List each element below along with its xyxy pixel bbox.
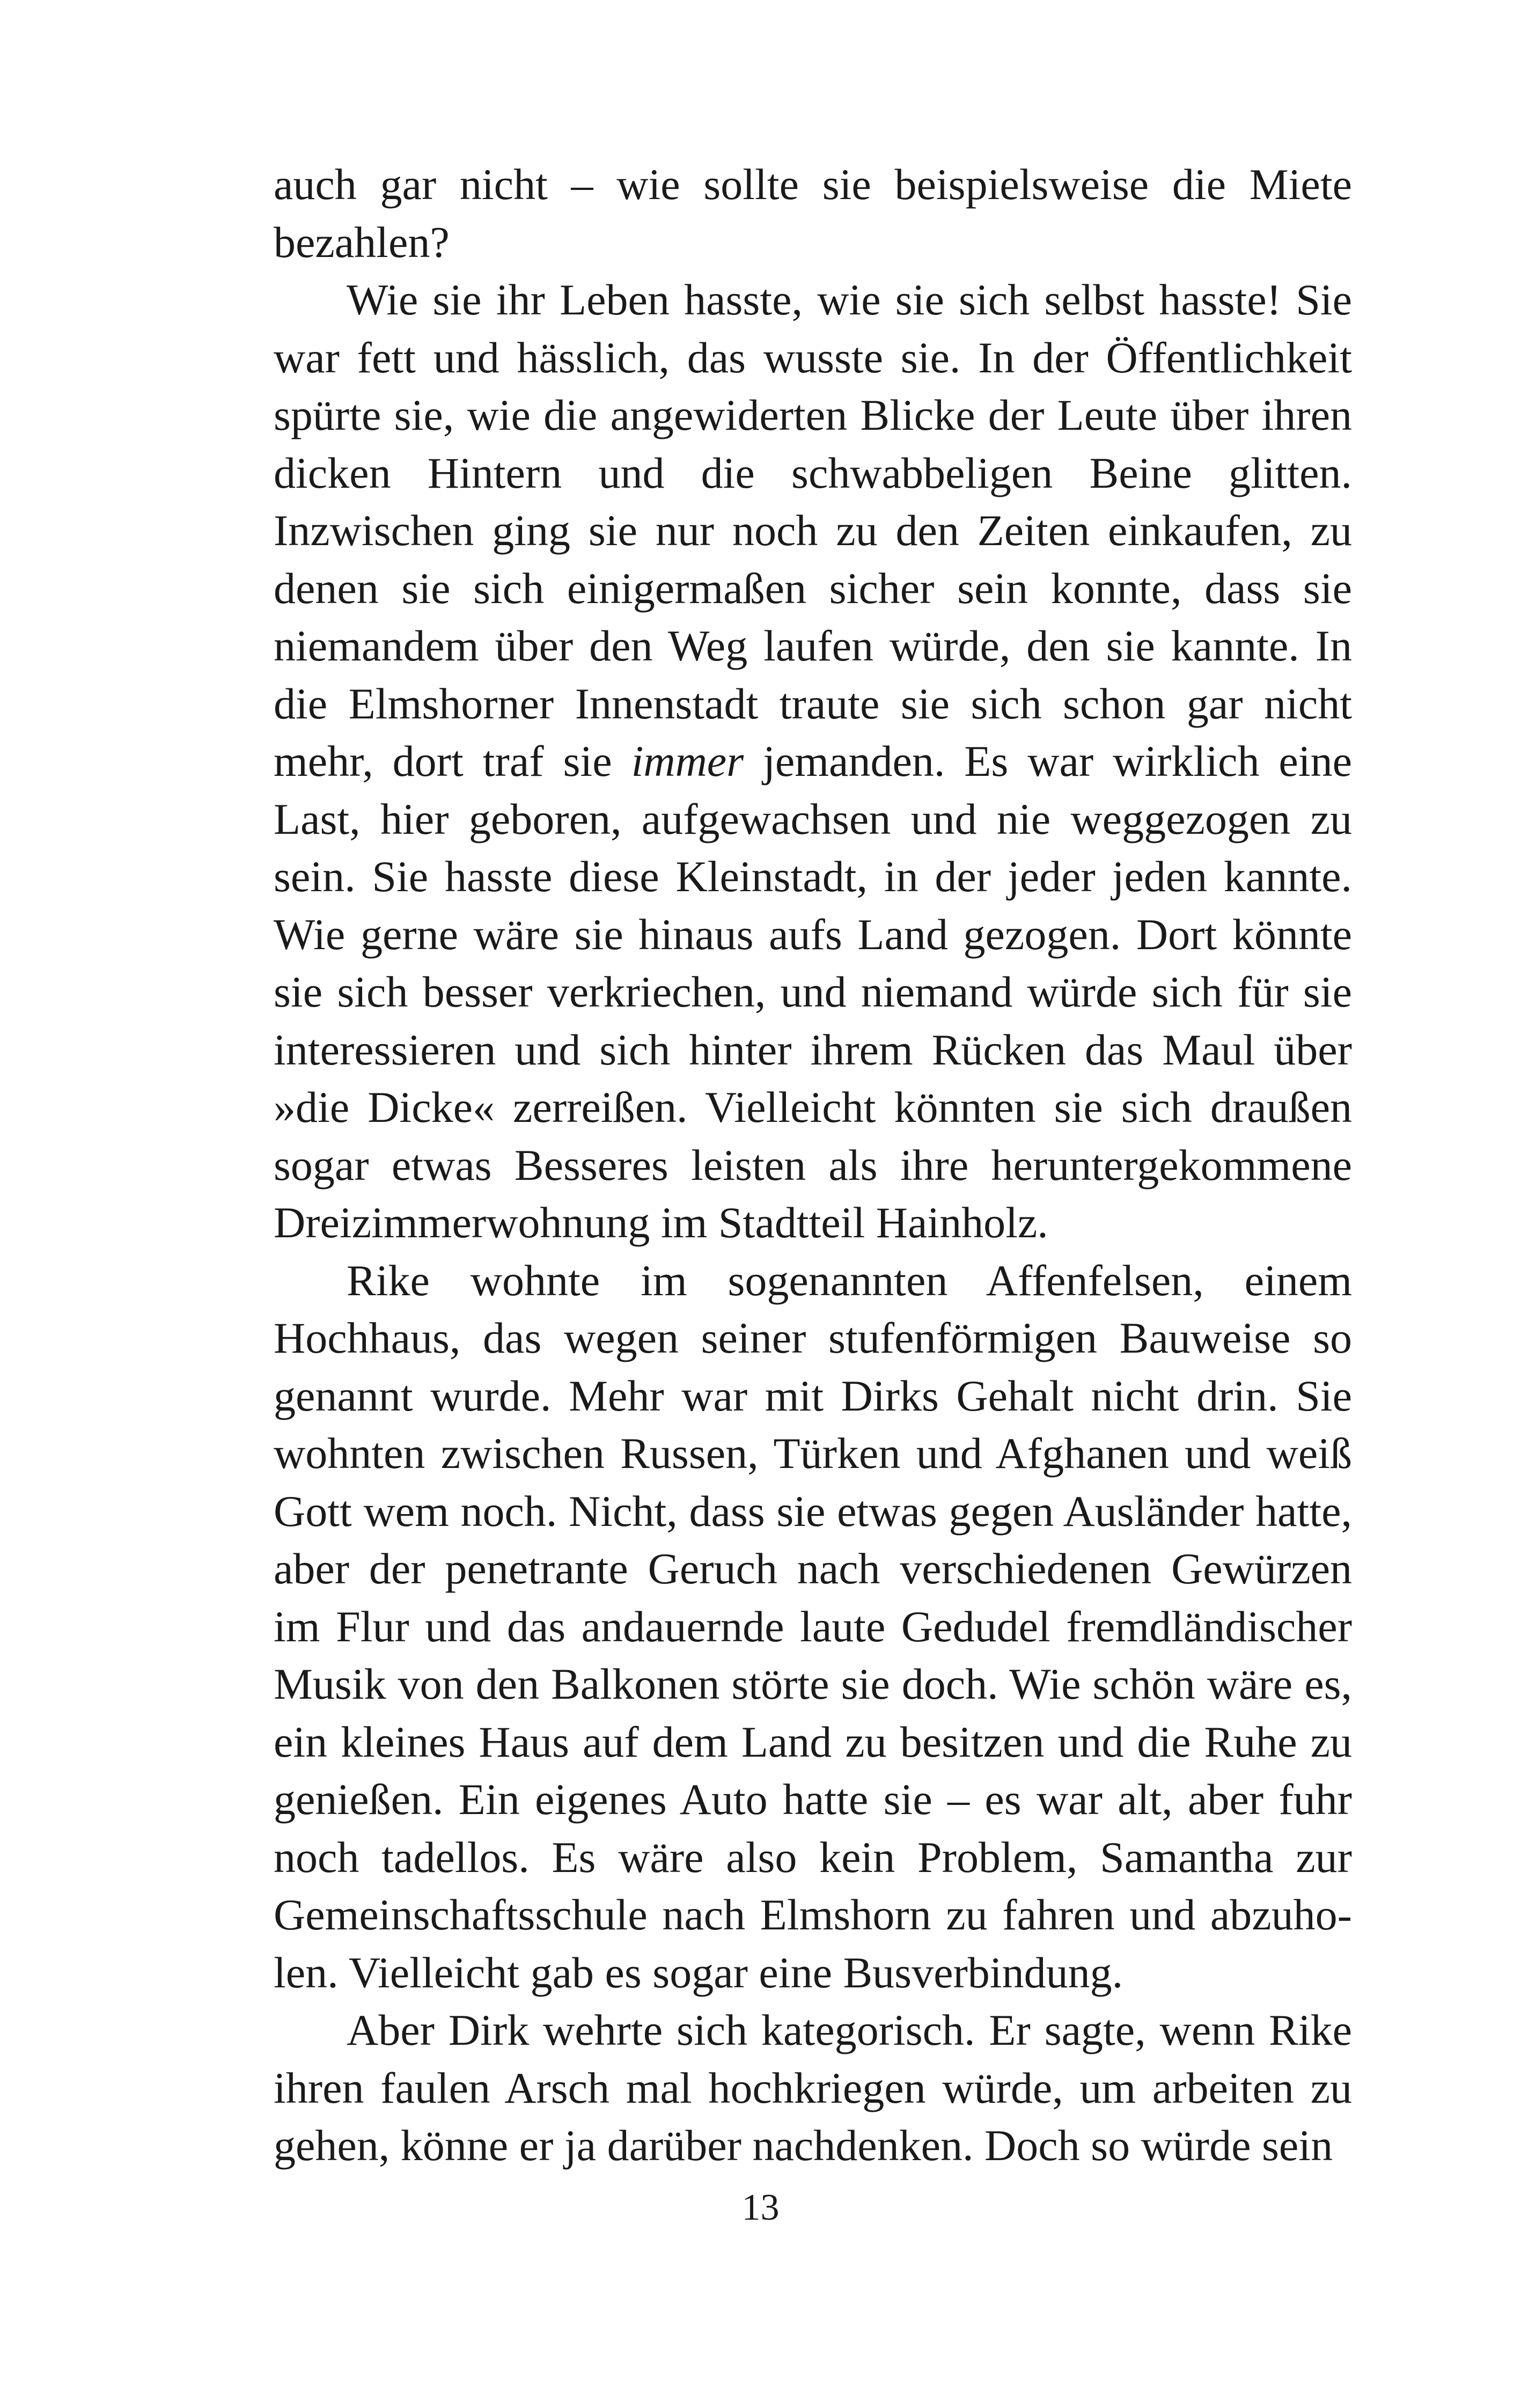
book-page-text	[274, 156, 1352, 2175]
paragraph-4-text: Aber Dirk wehrte sich kategorisch. Er sagte, wenn Rike ihren faulen Arsch mal hochkriegen würde, um arbeiten zu gehen, könne er ja darüber nachdenken. Doch so würde sein	[274, 2006, 1352, 2170]
paragraph-3	[274, 1252, 1352, 2002]
paragraph-1-text: auch gar nicht – wie sollte sie beispielsweise die Miete bezahlen?	[274, 160, 1352, 267]
paragraph-2	[274, 271, 1352, 1252]
paragraph-3-text: Rike wohnte im sogenannten Affenfelsen, einem Hochhaus, das wegen seiner stufenförmigen Bauweise so genannt wurde. Mehr war mit Dirks Gehalt nicht drin. Sie wohnten zwischen Russen, Türken und Afghanen und weiß Gott wem noch. Nicht, dass sie etwas gegen Ausländer hatte, aber der penetrante Geruch nach verschiedenen Gewürzen im Flur und das andauernde laute Gedudel fremdländischer Musik von den Balkonen störte sie doch. Wie schön wäre es, ein kleines Haus auf dem Land zu besitzen und die Ruhe zu genießen. Ein eigenes Auto hatte sie – es war alt, aber fuhr noch tadellos. Es wäre also kein Problem, Samantha zur Gemeinschaftsschule nach Elmshorn zu fahren und abzuho-len. Vielleicht gab es sogar eine Busverbindung.	[274, 1256, 1352, 1997]
paragraph-2-text-a: Wie sie ihr Leben hasste, wie sie sich selbst hasste! Sie war fett und hässlich, das wusste sie. In der Öffentlichkeit spürte sie, wie die angewiderten Blicke der Leute über ihren dicken Hintern und die schwabbeligen Beine glitten. Inzwischen ging sie nur noch zu den Zeiten einkaufen, zu denen sie sich einigermaßen sicher sein konnte, dass sie niemandem über den Weg laufen würde, den sie kannte. In die Elmshorner Innenstadt traute sie sich schon gar nicht mehr, dort traf sie	[274, 275, 1352, 785]
paragraph-4	[274, 2001, 1352, 2175]
paragraph-1	[274, 156, 1352, 271]
page-number: 13	[741, 2187, 780, 2228]
paragraph-2-text-b: jemanden. Es war wirklich eine Last, hier geboren, aufgewachsen und nie weggezogen zu sein. Sie hasste diese Kleinstadt, in der jeder jeden kannte. Wie gerne wäre sie hinaus aufs Land gezogen. Dort könnte sie sich besser verkriechen, und niemand würde sich für sie interessieren und sich hinter ihrem Rücken das Maul über »die Dicke« zerreißen. Vielleicht könnten sie sich draußen sogar etwas Besseres leisten als ihre heruntergekommene Dreizimmerwohnung im Stadtteil Hainholz.	[274, 737, 1352, 1247]
paragraph-2-emphasis: immer	[631, 737, 744, 785]
